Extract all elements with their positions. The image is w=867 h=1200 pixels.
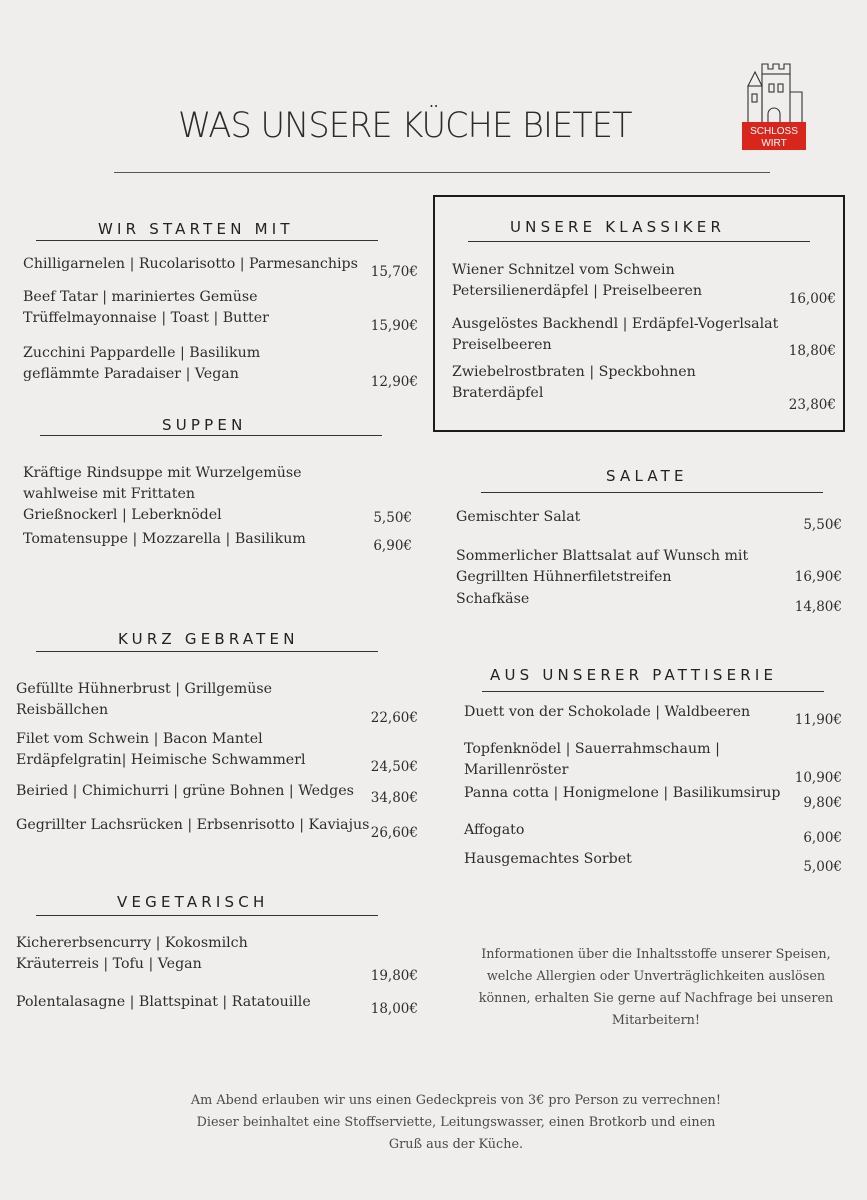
fried-heading: KURZ GEBRATEN [118,630,299,648]
menu-item [16,933,248,975]
allergen-note-line: Mitarbeitern! [611,1013,701,1028]
starters-divider [36,240,378,241]
starters-heading: WIR STARTEN MIT [98,220,294,238]
allergen-note [456,944,856,1032]
menu-item [464,820,524,841]
page-title: WAS UNSERE KÜCHE BIETET [178,106,632,146]
menu-item-text: Wiener Schnitzel vom Schwein [452,262,675,278]
menu-item-price: 9,80€ [803,795,842,811]
menu-item-text: Preiselbeeren [452,337,552,353]
soups-heading: SUPPEN [162,416,247,434]
menu-item-text: wahlweise mit Frittaten [23,486,196,502]
menu-item-price: 11,90€ [794,712,842,728]
menu-item [23,343,260,385]
menu-item-text: Kichererbsencurry | Kokosmilch [16,935,248,951]
menu-item-text: Chilligarnelen | Rucolarisotto | Parmesanchips [23,256,358,272]
menu-item-text: Petersilienerdäpfel | Preiselbeeren [452,283,703,299]
menu-item-price: 26,60€ [370,825,418,841]
menu-item-text: Ausgelöstes Backhendl | Erdäpfel-Vogerlsalat [452,316,779,332]
allergen-note-line: welche Allergien oder Unverträglichkeiten auslösen [486,969,826,984]
menu-item-price: 5,00€ [803,859,842,875]
soups-divider [40,435,382,436]
title-divider [114,172,770,173]
menu-item-text: Braterdäpfel [452,385,544,401]
menu-item-text: Sommerlicher Blattsalat auf Wunsch mit [456,548,749,564]
menu-item [452,260,702,302]
classics-heading: UNSERE KLASSIKER [510,218,726,236]
salads-divider [481,492,823,493]
menu-item-price: 15,90€ [370,318,418,334]
menu-item-price: 10,90€ [794,770,842,786]
menu-item [456,546,748,588]
menu-item [16,679,272,721]
allergen-note-line: Informationen über die Inhaltsstoffe unserer Speisen, [481,947,831,962]
vegetarian-heading: VEGETARISCH [117,893,269,911]
schlosswirt-logo [738,62,810,158]
menu-item-text: Zucchini Pappardelle | Basilikum [23,345,261,361]
menu-item-price: 16,00€ [788,291,836,307]
menu-item-text: Kräftige Rindsuppe mit Wurzelgemüse [23,465,302,481]
footer-note-line: Gruß aus der Küche. [388,1137,524,1152]
menu-item-text: Beiried | Chimichurri | grüne Bohnen | Wedges [16,783,354,799]
menu-item-price: 24,50€ [370,759,418,775]
menu-item [16,729,306,771]
menu-item-price: 15,70€ [370,264,418,280]
menu-item-price: 19,80€ [370,968,418,984]
menu-item-text: Panna cotta | Honigmelone | Basilikumsirup [464,785,781,801]
footer-note-line: Am Abend erlauben wir uns einen Gedeckpreis von 3€ pro Person zu verrechnen! [190,1093,722,1108]
menu-item [452,362,696,404]
menu-item-text: Schafkäse [456,591,530,607]
footer-note-line: Dieser beinhaltet eine Stoffserviette, Leitungswasser, einen Brotkorb und einen [196,1115,716,1130]
menu-item-text: Gegrillter Lachsrücken | Erbsenrisotto | Kaviajus [16,817,370,833]
menu-item-text: Gemischter Salat [456,509,581,525]
menu-item-price: 12,90€ [370,374,418,390]
pastry-divider [482,691,824,692]
menu-item [452,314,778,356]
menu-item-text: Zwiebelrostbraten | Speckbohnen [452,364,696,380]
menu-item-text: Gefüllte Hühnerbrust | Grillgemüse [16,681,273,697]
menu-item-text: Trüffelmayonnaise | Toast | Butter [23,310,269,326]
menu-item-price: 5,50€ [373,510,412,526]
vegetarian-divider [36,915,378,916]
menu-item-text: Tomatensuppe | Mozzarella | Basilikum [23,531,306,547]
menu-item-text: geflämmte Paradaiser | Vegan [23,366,239,382]
menu-item [464,702,750,723]
menu-item [16,781,354,802]
menu-item-text: Kräuterreis | Tofu | Vegan [16,956,202,972]
salads-heading: SALATE [606,467,688,485]
menu-item-text: Beef Tatar | mariniertes Gemüse [23,289,258,305]
menu-item [464,783,780,804]
classics-divider [468,241,810,242]
menu-item-price: 6,90€ [373,538,412,554]
menu-item-text: Marillenröster [464,762,569,778]
menu-item [16,992,311,1013]
menu-item-price: 23,80€ [788,397,836,413]
menu-item-text: Polentalasagne | Blattspinat | Ratatouille [16,994,311,1010]
cover-charge-note [120,1090,792,1156]
fried-divider [36,651,378,652]
menu-item [23,254,358,275]
menu-item-text: Reisbällchen [16,702,109,718]
menu-item [16,815,369,836]
menu-item-price: 5,50€ [803,517,842,533]
menu-item-price: 22,60€ [370,710,418,726]
menu-item-text: Topfenknödel | Sauerrahmschaum | [464,741,720,757]
pastry-heading: AUS UNSERER PATTISERIE [490,666,778,684]
menu-item-price: 16,90€ [794,569,842,585]
menu-item [464,739,720,781]
menu-item-text: Grießnockerl | Leberknödel [23,507,222,523]
menu-item-price: 6,00€ [803,830,842,846]
menu-item [464,849,632,870]
menu-item-text: Duett von der Schokolade | Waldbeeren [464,704,751,720]
menu-item-text: Gegrillten Hühnerfiletstreifen [456,569,672,585]
menu-item-price: 18,80€ [788,343,836,359]
logo-text-line2: WIRT [761,138,787,149]
menu-item-price: 34,80€ [370,790,418,806]
allergen-note-line: können, erhalten Sie gerne auf Nachfrage bei unseren [478,991,834,1006]
menu-item [23,529,306,550]
menu-item-price: 14,80€ [794,599,842,615]
menu-item [23,287,269,329]
menu-item [456,589,529,610]
menu-item-text: Erdäpfelgratin| Heimische Schwammerl [16,752,306,768]
menu-item [456,507,580,528]
menu-item-price: 18,00€ [370,1001,418,1017]
menu-item-text: Hausgemachtes Sorbet [464,851,632,867]
logo-text-line1: SCHLOSS [750,126,798,137]
menu-item-text: Filet vom Schwein | Bacon Mantel [16,731,263,747]
menu-item [23,463,302,526]
menu-item-text: Affogato [464,822,525,838]
